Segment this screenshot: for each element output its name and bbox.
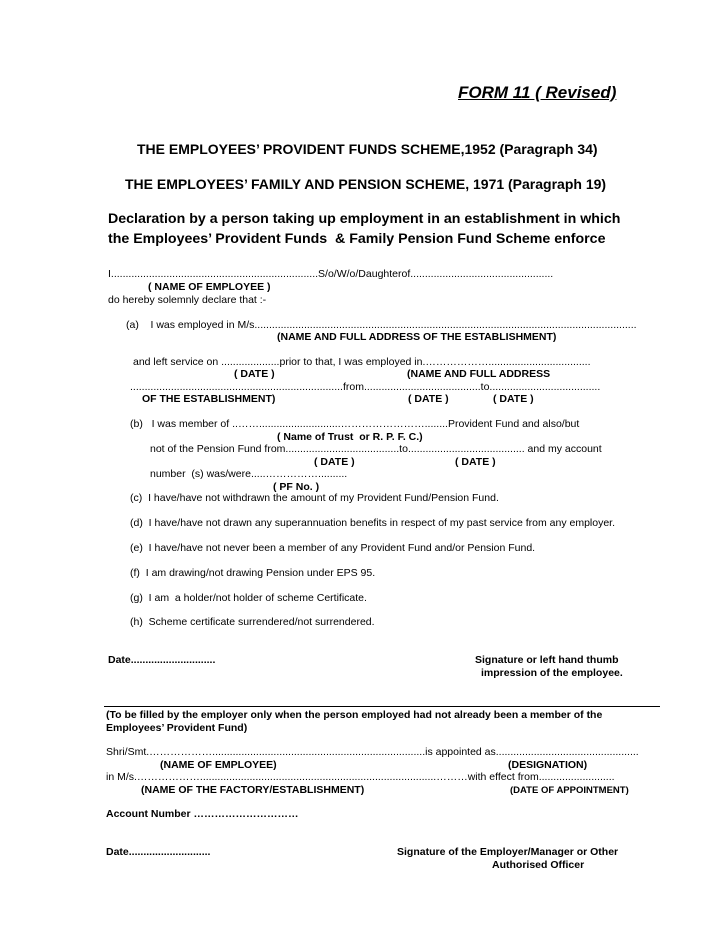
pf-number-label: ( PF No. )	[273, 481, 320, 493]
to-date-label: ( DATE )	[493, 393, 534, 405]
employer-note-line-2: Employees’ Provident Fund)	[106, 722, 248, 734]
employer-note-line-1: (To be filled by the employer only when the person employed had not already been a member of the	[106, 709, 603, 721]
item-a-line: (a) I was employed in M/s...................................................................................................................................	[126, 319, 637, 331]
item-h: (h) Scheme certificate surrendered/not surrendered.	[130, 616, 375, 628]
item-b-line: (b) I was member of ..……............................……………………........Provident Fund and also/but	[130, 418, 580, 430]
item-e: (e) I have/have not never been a member of any Provident Fund and/or Pension Fund.	[130, 542, 536, 554]
solemn-declaration: do hereby solemnly declare that :-	[108, 294, 267, 306]
employee-signature-label-1: Signature or left hand thumb	[475, 654, 619, 666]
form-title: FORM 11 ( Revised)	[458, 83, 617, 102]
designation-label: (DESIGNATION)	[508, 759, 588, 771]
item-c: (c) I have/have not withdrawn the amount of my Provident Fund/Pension Fund.	[130, 492, 499, 504]
section-divider	[104, 706, 660, 707]
heading-pf-scheme: THE EMPLOYEES’ PROVIDENT FUNDS SCHEME,1952 (Paragraph 34)	[137, 141, 598, 157]
item-f: (f) I am drawing/not drawing Pension under EPS 95.	[130, 567, 376, 579]
employee-signature-label-2: impression of the employee.	[481, 667, 623, 679]
declaration-line-2: the Employees’ Provident Funds & Family Pension Fund Scheme enforce	[108, 231, 606, 247]
item-g: (g) I am a holder/not holder of scheme Certificate.	[130, 592, 367, 604]
employee-name-line: I.......................................................................S/o/W/o/Daughterof.................................................	[108, 268, 554, 280]
from-to-line: .........................................................................from........................................to......................................	[130, 381, 601, 393]
employer-date-field: Date............................	[106, 846, 211, 858]
previous-employer-label: (NAME AND FULL ADDRESS	[407, 368, 551, 380]
from-date-label: ( DATE )	[408, 393, 449, 405]
left-date-label: ( DATE )	[234, 368, 275, 380]
employer-signature-label-1: Signature of the Employer/Manager or Other	[397, 846, 619, 858]
pension-from-date-label: ( DATE )	[314, 456, 355, 468]
appointee-name-label: (NAME OF EMPLOYEE)	[160, 759, 277, 771]
item-d: (d) I have/have not drawn any superannuation benefits in respect of my past service from any employer.	[130, 517, 616, 529]
heading-pension-scheme: THE EMPLOYEES’ FAMILY AND PENSION SCHEME, 1971 (Paragraph 19)	[125, 176, 607, 192]
pension-fund-line: not of the Pension Fund from.......................................to........................................ and my account	[150, 443, 602, 455]
left-service-line: and left service on ....................prior to that, I was employed in.………………...................................	[133, 356, 591, 368]
trust-label: ( Name of Trust or R. P. F. C.)	[277, 431, 423, 443]
employer-signature-label-2: Authorised Officer	[492, 859, 585, 871]
establishment-address-label: (NAME AND FULL ADDRESS OF THE ESTABLISHMENT)	[277, 331, 557, 343]
establishment-label: OF THE ESTABLISHMENT)	[142, 393, 276, 405]
employee-name-label: ( NAME OF EMPLOYEE )	[148, 281, 271, 293]
account-number-line: number (s) was/were.....……………..........	[150, 468, 348, 480]
appointment-date-label: (DATE OF APPOINTMENT)	[510, 785, 629, 796]
employee-date-field: Date.............................	[108, 654, 216, 666]
establishment-line: in M/s.……………….................................................................................………with effect from..........................	[106, 771, 615, 783]
appointment-line: Shri/Smt.……………….........................................................................is appointed as.................................................	[106, 746, 639, 758]
factory-label: (NAME OF THE FACTORY/ESTABLISHMENT)	[141, 784, 365, 796]
account-number-field: Account Number …………………………	[106, 808, 299, 820]
declaration-line-1: Declaration by a person taking up employment in an establishment in which	[108, 211, 621, 227]
pension-to-date-label: ( DATE )	[455, 456, 496, 468]
